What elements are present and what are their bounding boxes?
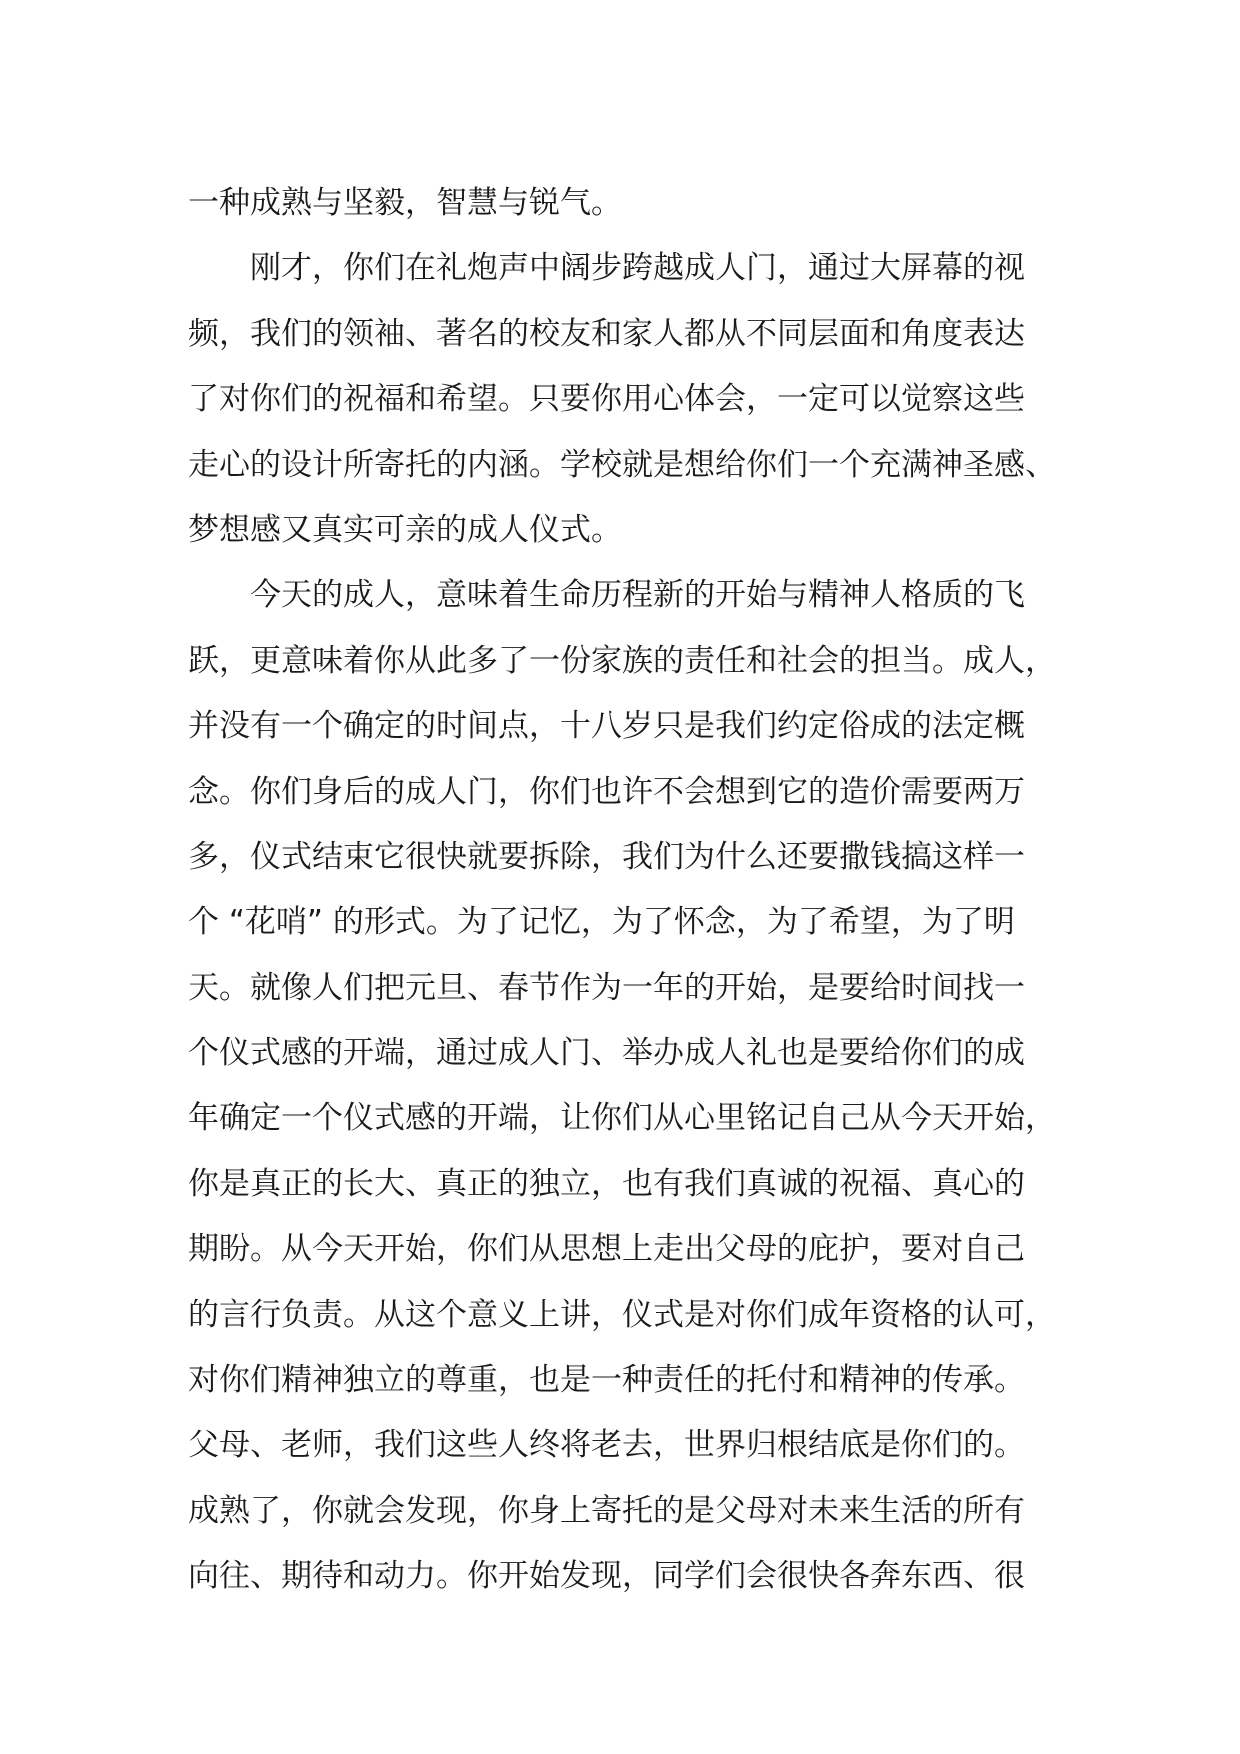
text-line: 向往、期待和动力。你开始发现，同学们会很快各奔东西、很 bbox=[188, 1558, 1025, 1595]
text-line: 个仪式感的开端，通过成人门、举办成人礼也是要给你们的成 bbox=[188, 1035, 1025, 1072]
text-line: 跃，更意味着你从此多了一份家族的责任和社会的担当。成人， bbox=[188, 642, 1056, 679]
text-line: 念。你们身后的成人门，你们也许不会想到它的造价需要两万 bbox=[188, 773, 1025, 810]
text-line: 父母、老师，我们这些人终将老去，世界归根结底是你们的。 bbox=[188, 1427, 1025, 1464]
text-line: 梦想感又真实可亲的成人仪式。 bbox=[188, 511, 622, 548]
text-line: 个 “花哨” 的形式。为了记忆，为了怀念，为了希望，为了明 bbox=[188, 904, 1015, 941]
text-line: 一种成熟与坚毅，智慧与锐气。 bbox=[188, 185, 622, 221]
text-line: 了对你们的祝福和希望。只要你用心体会，一定可以觉察这些 bbox=[188, 381, 1025, 418]
paragraph-start-line: 刚才，你们在礼炮声中阔步跨越成人门，通过大屏幕的视 bbox=[250, 250, 1025, 287]
document-body bbox=[188, 171, 1088, 1610]
text-line: 年确定一个仪式感的开端，让你们从心里铭记自己从今天开始， bbox=[188, 1100, 1056, 1137]
text-line: 频，我们的领袖、著名的校友和家人都从不同层面和角度表达 bbox=[188, 315, 1025, 352]
text-line: 期盼。从今天开始，你们从思想上走出父母的庇护，要对自己 bbox=[188, 1231, 1025, 1268]
text-line: 天。就像人们把元旦、春节作为一年的开始，是要给时间找一 bbox=[188, 969, 1025, 1006]
text-line: 的言行负责。从这个意义上讲，仪式是对你们成年资格的认可， bbox=[188, 1296, 1056, 1333]
text-line: 并没有一个确定的时间点，十八岁只是我们约定俗成的法定概 bbox=[188, 708, 1025, 745]
paragraph-start-line: 今天的成人，意味着生命历程新的开始与精神人格质的飞 bbox=[250, 577, 1025, 614]
text-line: 多，仪式结束它很快就要拆除，我们为什么还要撒钱搞这样一 bbox=[188, 838, 1025, 875]
text-line: 对你们精神独立的尊重，也是一种责任的托付和精神的传承。 bbox=[188, 1362, 1025, 1399]
text-line: 成熟了，你就会发现，你身上寄托的是父母对未来生活的所有 bbox=[188, 1492, 1025, 1529]
text-line: 走心的设计所寄托的内涵。学校就是想给你们一个充满神圣感、 bbox=[188, 446, 1056, 483]
text-line: 你是真正的长大、真正的独立，也有我们真诚的祝福、真心的 bbox=[188, 1165, 1025, 1202]
